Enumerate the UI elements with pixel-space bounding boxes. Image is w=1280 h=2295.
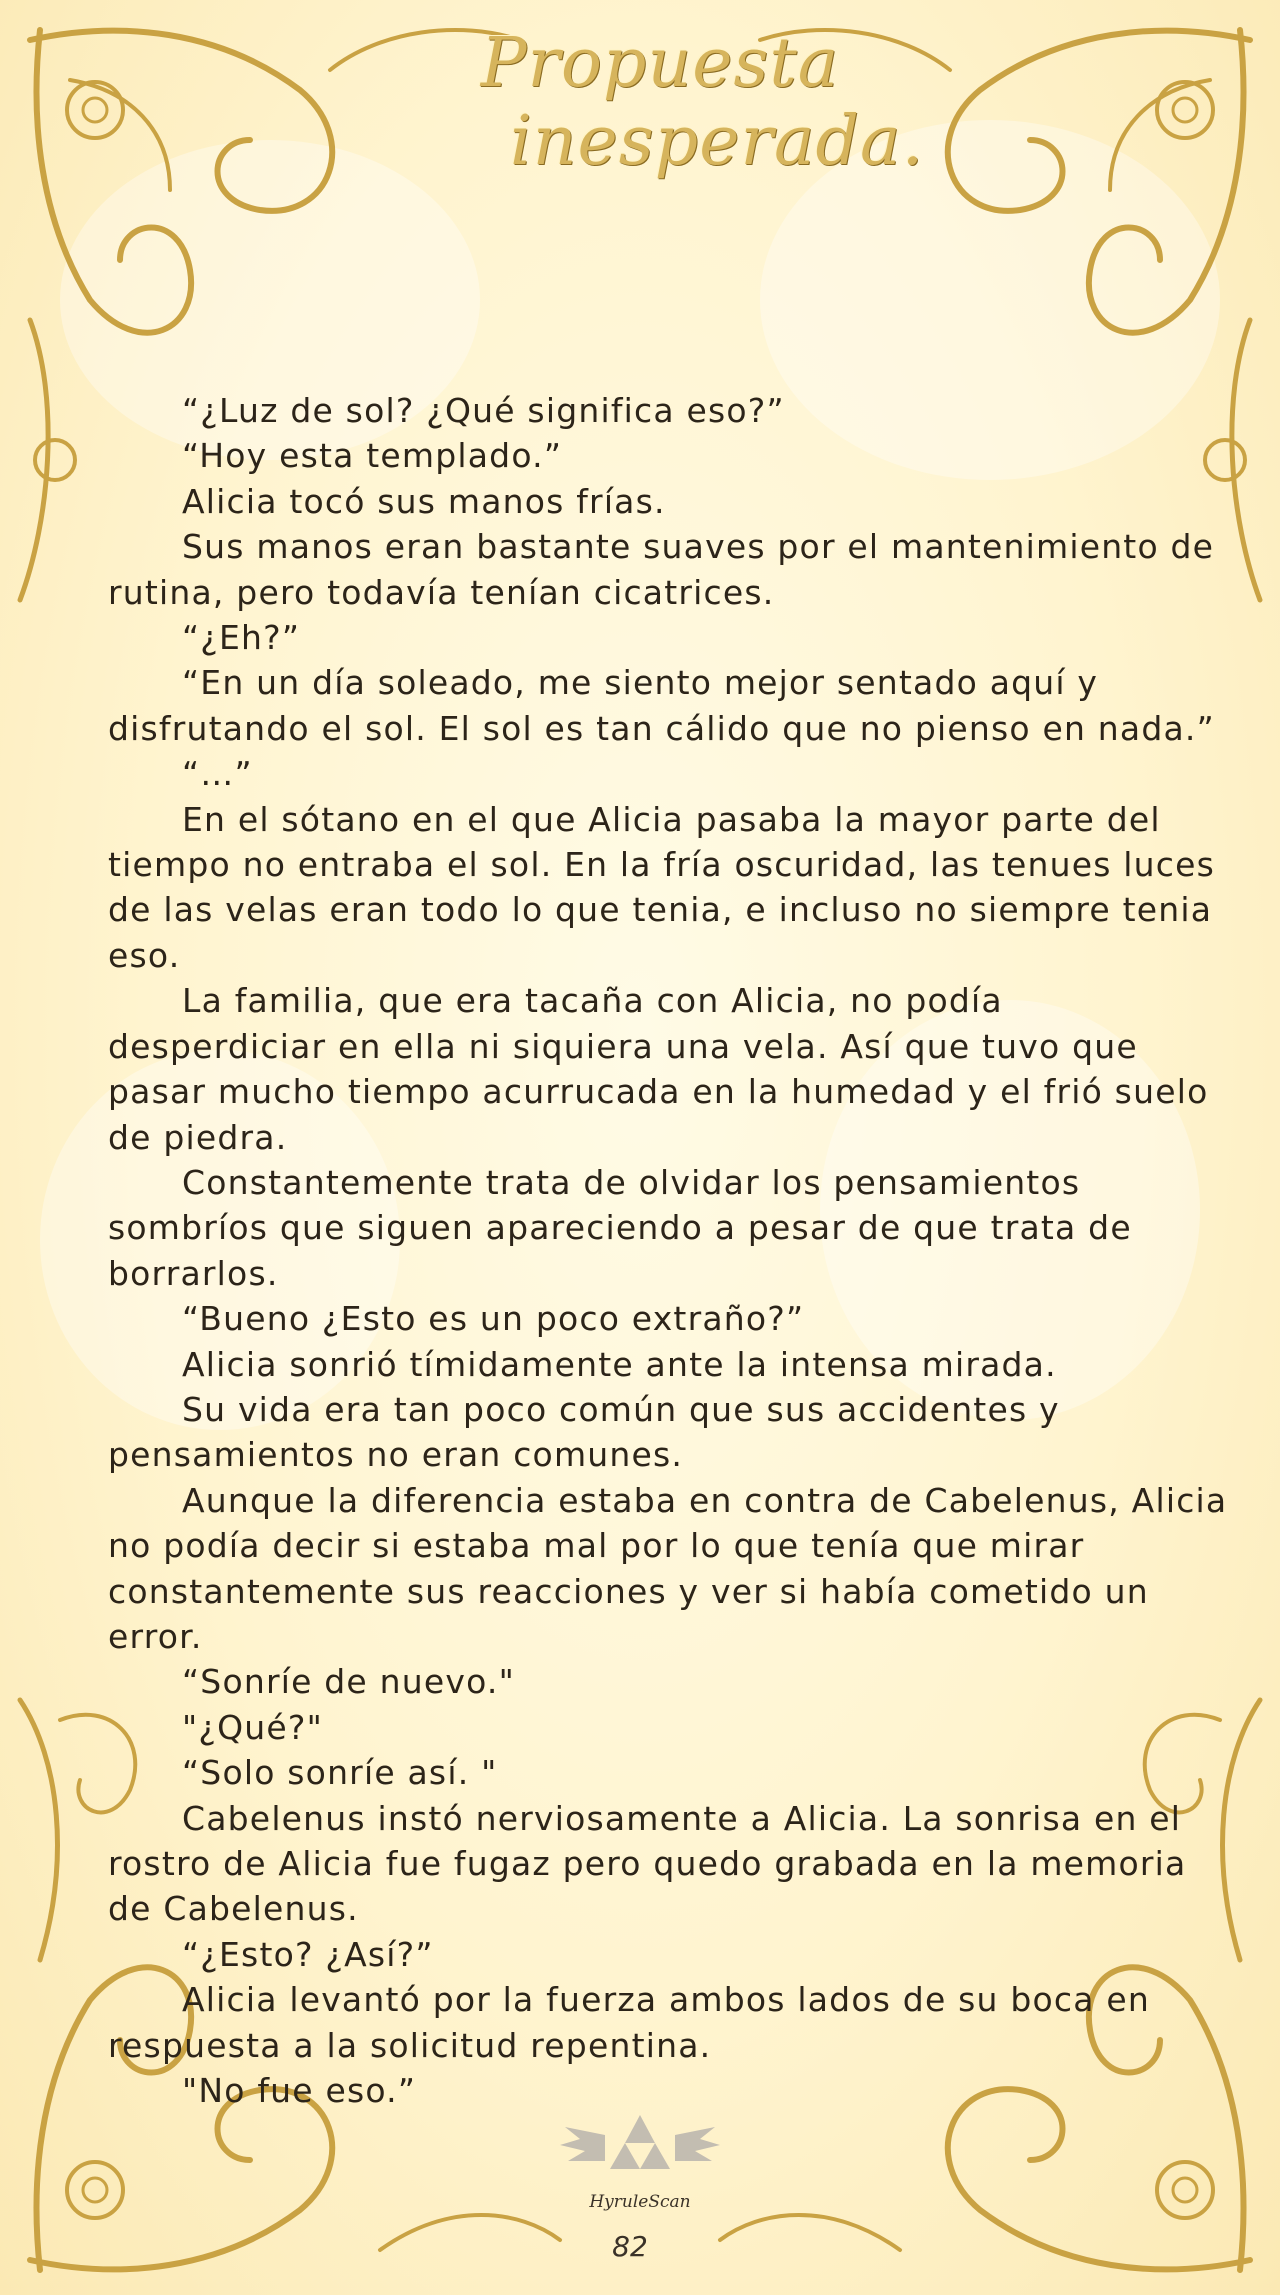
story-paragraph: “Bueno ¿Esto es un poco extraño?” — [182, 1299, 805, 1339]
story-paragraph: La familia, que era tacaña con Alicia, no podía desperdiciar en ella ni siquiera una vela. Así que tuvo que pasar mucho tiempo acurrucada en la humedad y el frió suelo de piedra. — [108, 981, 1209, 1157]
story-paragraph: En el sótano en el que Alicia pasaba la mayor parte del tiempo no entraba el sol. En la fría oscuridad, las tenues luces de las velas eran todo lo que tenia, e incluso no siempre tenia eso. — [108, 799, 1216, 975]
story-paragraph: “Solo sonríe así. " — [182, 1753, 498, 1793]
story-paragraph: “Sonríe de nuevo." — [182, 1662, 515, 1702]
story-paragraph: “¿Esto? ¿Así?” — [182, 1934, 434, 1974]
scanlation-signature: HyruleScan — [589, 2192, 691, 2212]
story-paragraph: “¿Luz de sol? ¿Qué significa eso?” — [182, 391, 785, 430]
story-paragraph: Su vida era tan poco común que sus accidentes y pensamientos no eran comunes. — [108, 1389, 1060, 1475]
story-paragraph: “Hoy esta templado.” — [182, 436, 563, 476]
story-paragraph: Aunque la diferencia estaba en contra de Cabelenus, Alicia no podía decir si estaba mal por lo que tenía que mirar constantemente sus reacciones y ver si había cometido un error. — [108, 1480, 1228, 1656]
story-paragraph: Constantemente trata de olvidar los pensamientos sombríos que siguen apareciendo a pesar de que trata de borrarlos. — [108, 1162, 1132, 1293]
story-paragraph: Cabelenus instó nerviosamente a Alicia. La sonrisa en el rostro de Alicia fue fugaz pero quedo grabada en la memoria de Cabelenus. — [108, 1798, 1187, 1929]
story-paragraph: “¿Eh?” — [182, 618, 301, 658]
story-paragraph: Alicia tocó sus manos frías. — [182, 481, 666, 521]
story-paragraph: Alicia sonrió tímidamente ante la intensa mirada. — [182, 1344, 1057, 1384]
page-number: 82 — [612, 2230, 648, 2263]
story-paragraph: Alicia levantó por la fuerza ambos lados de su boca en respuesta a la solicitud repentina. — [108, 1980, 1150, 2065]
title-line-2: inesperada. — [510, 102, 925, 181]
story-text — [108, 388, 1228, 2113]
story-paragraph: "No fue eso.” — [182, 2071, 417, 2111]
story-paragraph: "¿Qué?" — [182, 1707, 323, 1747]
story-paragraph: “En un día soleado, me siento mejor sentado aquí y disfrutando el sol. El sol es tan cálido que no pienso en nada.” — [108, 663, 1215, 748]
page-title — [420, 24, 925, 200]
story-paragraph: “…” — [182, 754, 253, 794]
story-paragraph: Sus manos eran bastante suaves por el mantenimiento de rutina, pero todavía tenían cicatrices. — [108, 527, 1215, 612]
triforce-emblem-icon — [560, 2105, 720, 2195]
title-line-1: Propuesta — [480, 24, 840, 103]
